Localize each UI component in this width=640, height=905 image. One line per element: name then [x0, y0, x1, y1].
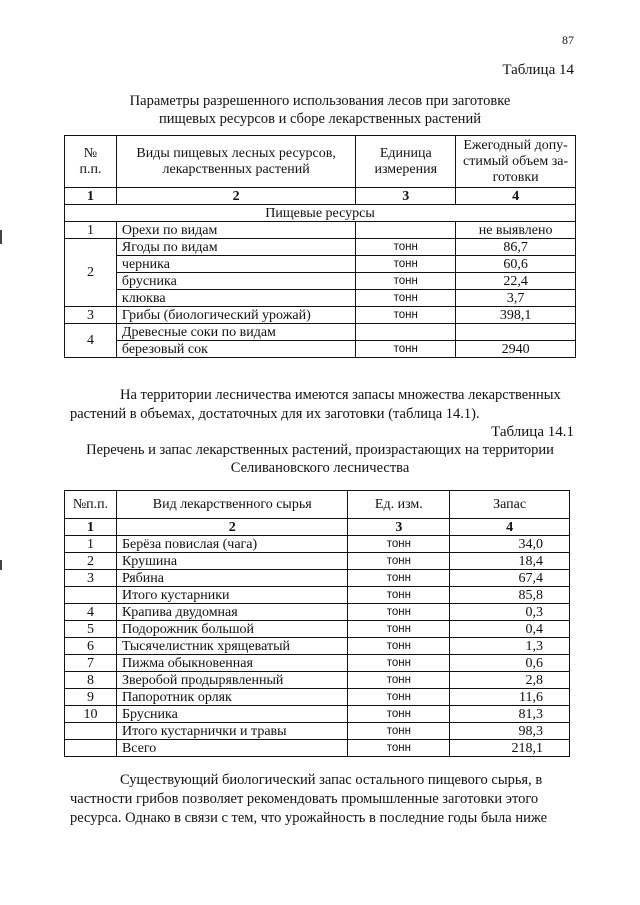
- table-row: [65, 307, 576, 324]
- header-line: п.п.: [79, 161, 102, 177]
- column-number-row: [65, 519, 570, 536]
- table-row: [65, 273, 576, 290]
- table-row: [65, 324, 576, 341]
- row-name: брусника: [116, 273, 355, 290]
- title-line: пищевых ресурсов и сборе лекарственных растений: [159, 111, 481, 127]
- header-line: измерения: [374, 161, 438, 177]
- row-num: [65, 723, 117, 740]
- row-name: Ягоды по видам: [116, 239, 355, 256]
- table-14-title: [70, 92, 570, 128]
- table-row: [65, 604, 570, 621]
- header-num: [65, 136, 117, 188]
- column-number: 1: [65, 519, 117, 536]
- header-stock: Запас: [450, 491, 570, 519]
- paragraph-1: [70, 386, 575, 424]
- scan-edge-mark: [0, 560, 2, 570]
- row-name: Древесные соки по видам: [116, 324, 355, 341]
- header-line: готовки: [492, 169, 539, 185]
- row-value: 3,7: [456, 290, 576, 307]
- row-name: черника: [116, 256, 355, 273]
- table-row: [65, 621, 570, 638]
- row-value: 81,3: [450, 706, 570, 723]
- header-kind: Вид лекарственного сырья: [116, 491, 348, 519]
- table-row: [65, 290, 576, 307]
- table-14-caption: Таблица 14: [502, 62, 574, 78]
- row-num: 4: [65, 324, 117, 358]
- row-name: Зверобой продырявленный: [116, 672, 348, 689]
- row-unit: тонн: [348, 536, 450, 553]
- row-unit: тонн: [348, 587, 450, 604]
- row-value: 11,6: [450, 689, 570, 706]
- row-num: 7: [65, 655, 117, 672]
- row-unit: тонн: [356, 290, 456, 307]
- row-unit: тонн: [348, 621, 450, 638]
- row-value: 398,1: [456, 307, 576, 324]
- row-value: 22,4: [456, 273, 576, 290]
- row-unit: тонн: [348, 689, 450, 706]
- table-header-row: [65, 136, 576, 188]
- table-row: [65, 723, 570, 740]
- column-number: 1: [65, 188, 117, 205]
- column-number: 3: [356, 188, 456, 205]
- title-line: Селивановского лесничества: [230, 460, 410, 476]
- header-unit: Ед. изм.: [348, 491, 450, 519]
- table-row: [65, 256, 576, 273]
- row-value: 86,7: [456, 239, 576, 256]
- row-name: Всего: [116, 740, 348, 757]
- row-name: Брусника: [116, 706, 348, 723]
- row-value: [456, 324, 576, 341]
- row-value: 60,6: [456, 256, 576, 273]
- row-value: 218,1: [450, 740, 570, 757]
- row-num: 2: [65, 239, 117, 307]
- header-line: Единица: [379, 145, 432, 161]
- row-name: Орехи по видам: [116, 222, 355, 239]
- paragraph-line: Существующий биологический запас остального пищевого сырья, в: [120, 772, 543, 788]
- row-unit: тонн: [356, 256, 456, 273]
- row-value: 2940: [456, 341, 576, 358]
- row-unit: тонн: [348, 672, 450, 689]
- row-name: Папоротник орляк: [116, 689, 348, 706]
- row-value: 67,4: [450, 570, 570, 587]
- row-unit: [356, 324, 456, 341]
- header-line: Ежегодный допу-: [463, 137, 568, 153]
- row-unit: тонн: [348, 706, 450, 723]
- row-value: 34,0: [450, 536, 570, 553]
- title-line: Параметры разрешенного использования лесов при заготовке: [129, 93, 511, 109]
- row-unit: тонн: [348, 553, 450, 570]
- row-num: 2: [65, 553, 117, 570]
- table-row: [65, 222, 576, 239]
- row-num: 5: [65, 621, 117, 638]
- row-name: Крапива двудомная: [116, 604, 348, 621]
- row-num: 1: [65, 536, 117, 553]
- table-row: [65, 587, 570, 604]
- row-unit: тонн: [356, 307, 456, 324]
- row-unit: тонн: [348, 638, 450, 655]
- row-unit: тонн: [356, 273, 456, 290]
- paragraph-line: частности грибов позволяет рекомендовать промышленные заготовки этого: [70, 791, 539, 807]
- header-line: Виды пищевых лесных ресурсов,: [136, 145, 336, 161]
- column-number: 3: [348, 519, 450, 536]
- table-row: [65, 740, 570, 757]
- row-name: березовый сок: [116, 341, 355, 358]
- scan-edge-mark: [0, 230, 2, 244]
- row-num: 3: [65, 570, 117, 587]
- table-row: [65, 341, 576, 358]
- row-name: Итого кустарнички и травы: [116, 723, 348, 740]
- table-row: [65, 553, 570, 570]
- row-value: не выявлено: [456, 222, 576, 239]
- row-name: Грибы (биологический урожай): [116, 307, 355, 324]
- row-unit: тонн: [356, 341, 456, 358]
- paragraph-line: ресурса. Однако в связи с тем, что урожайность в последние годы была ниже: [70, 810, 548, 826]
- header-num: №п.п.: [65, 491, 117, 519]
- table-row: [65, 536, 570, 553]
- section-label: Пищевые ресурсы: [65, 205, 576, 222]
- row-unit: тонн: [356, 239, 456, 256]
- header-unit: [356, 136, 456, 188]
- paragraph-2: [70, 771, 575, 828]
- row-num: 9: [65, 689, 117, 706]
- row-num: 3: [65, 307, 117, 324]
- column-number: 4: [456, 188, 576, 205]
- table-14-1: [64, 490, 570, 757]
- table-14-1-caption: Таблица 14.1: [491, 424, 574, 440]
- table-14-1-title: [60, 441, 580, 477]
- table-14: [64, 135, 576, 358]
- row-value: 0,4: [450, 621, 570, 638]
- row-num: 10: [65, 706, 117, 723]
- row-num: 8: [65, 672, 117, 689]
- row-value: 98,3: [450, 723, 570, 740]
- row-name: клюква: [116, 290, 355, 307]
- row-value: 85,8: [450, 587, 570, 604]
- row-name: Рябина: [116, 570, 348, 587]
- column-number: 4: [450, 519, 570, 536]
- row-num: 1: [65, 222, 117, 239]
- header-line: стимый объем за-: [463, 153, 569, 169]
- column-number: 2: [116, 188, 355, 205]
- row-value: 0,3: [450, 604, 570, 621]
- paragraph-line: растений в объемах, достаточных для их заготовки (таблица 14.1).: [70, 406, 480, 422]
- row-unit: тонн: [348, 723, 450, 740]
- table-row: [65, 706, 570, 723]
- row-num: 6: [65, 638, 117, 655]
- row-name: Тысячелистник хрящеватый: [116, 638, 348, 655]
- table-row: [65, 239, 576, 256]
- row-name: Берёза повислая (чага): [116, 536, 348, 553]
- section-row: [65, 205, 576, 222]
- title-line: Перечень и запас лекарственных растений, произрастающих на территории: [86, 442, 554, 458]
- header-line: лекарственных растений: [162, 161, 310, 177]
- header-volume: [456, 136, 576, 188]
- table-header-row: [65, 491, 570, 519]
- row-value: 1,3: [450, 638, 570, 655]
- header-kind: [116, 136, 355, 188]
- header-line: №: [83, 145, 98, 161]
- page-number: 87: [562, 33, 574, 47]
- row-value: 2,8: [450, 672, 570, 689]
- row-num: 4: [65, 604, 117, 621]
- row-unit: тонн: [348, 570, 450, 587]
- row-value: 0,6: [450, 655, 570, 672]
- column-number: 2: [116, 519, 348, 536]
- row-num: [65, 587, 117, 604]
- row-unit: [356, 222, 456, 239]
- row-name: Пижма обыкновенная: [116, 655, 348, 672]
- row-num: [65, 740, 117, 757]
- row-name: Крушина: [116, 553, 348, 570]
- paragraph-line: На территории лесничества имеются запасы множества лекарственных: [120, 387, 561, 403]
- row-unit: тонн: [348, 655, 450, 672]
- table-row: [65, 672, 570, 689]
- row-value: 18,4: [450, 553, 570, 570]
- table-row: [65, 570, 570, 587]
- row-unit: тонн: [348, 740, 450, 757]
- table-row: [65, 655, 570, 672]
- table-row: [65, 638, 570, 655]
- table-row: [65, 689, 570, 706]
- row-unit: тонн: [348, 604, 450, 621]
- column-number-row: [65, 188, 576, 205]
- row-name: Подорожник большой: [116, 621, 348, 638]
- row-name: Итого кустарники: [116, 587, 348, 604]
